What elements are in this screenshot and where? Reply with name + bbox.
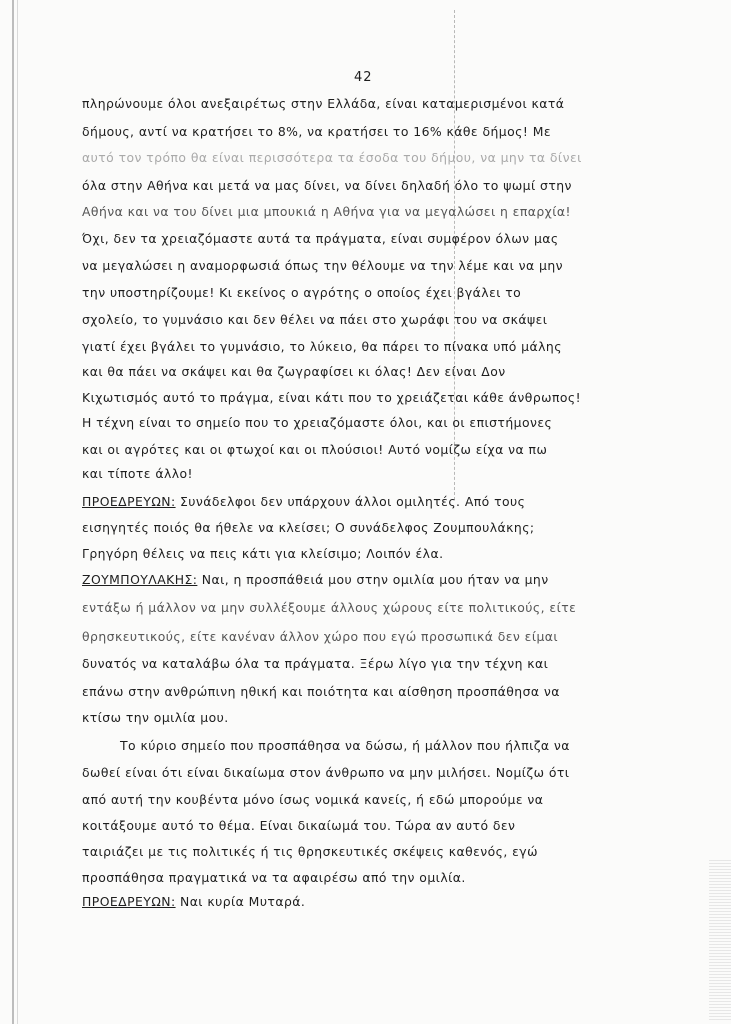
text-line: γιατί έχει βγάλει το γυμνάσιο, το λύκειο, θα πάρει το πίνακα υπό μάλης xyxy=(82,339,562,354)
text-line: εντάξω ή μάλλον να μην συλλέξουμε άλλους χώρους είτε πολιτικούς, είτε xyxy=(82,600,577,615)
text-line: δωθεί είναι ότι είναι δικαίωμα στον άνθρωπο να μην μιλήσει. Νομίζω ότι xyxy=(82,765,570,780)
text-line: εισηγητές ποιός θα ήθελε να κλείσει; Ο συνάδελφος Ζουμπουλάκης; xyxy=(82,520,535,535)
text-line: από αυτή την κουβέντα μόνο ίσως νομικά κανείς, ή εδώ μπορούμε να xyxy=(82,792,544,807)
text-line: και οι αγρότες και οι φτωχοί και οι πλούσιοι! Αυτό νομίζω είχα να πω xyxy=(82,442,548,457)
scan-edge xyxy=(12,0,14,1024)
speaker-label: ΖΟΥΜΠΟΥΛΑΚΗΣ: xyxy=(82,572,198,587)
text-line: θρησκευτικούς, είτε κανέναν άλλον χώρο που εγώ προσωπικά δεν είμαι xyxy=(82,629,559,644)
text-line: πληρώνουμε όλοι ανεξαιρέτως στην Ελλάδα, είναι καταμερισμένοι κατά xyxy=(82,96,565,111)
text-line: δήμους, αντί να κρατήσει το 8%, να κρατήσει το 16% κάθε δήμος! Με xyxy=(82,124,551,139)
text-line: και θα πάει να σκάψει και θα ζωγραφίσει κι όλας! Δεν είναι Δον xyxy=(82,364,506,379)
page-number: 42 xyxy=(354,70,373,85)
text-line: Αθήνα και να του δίνει μια μπουκιά η Αθήνα για να μεγαλώσει η επαρχία! xyxy=(82,204,571,219)
speaker-label: ΠΡΟΕΔΡΕΥΩΝ: xyxy=(82,894,176,909)
text-line: ταιριάζει με τις πολιτικές ή τις θρησκευτικές σκέψεις καθενός, εγώ xyxy=(82,844,538,859)
text-line: Όχι, δεν τα χρειαζόμαστε αυτά τα πράγματα, είναι συμφέρον όλων μας xyxy=(82,231,559,246)
text-line: και τίποτε άλλο! xyxy=(82,466,193,481)
speaker-text: Συνάδελφοι δεν υπάρχουν άλλοι ομιλητές. Από τους xyxy=(179,494,526,509)
scan-edge xyxy=(17,0,18,1024)
speaker-line xyxy=(82,894,305,909)
speaker-text: Ναι, η προσπάθειά μου στην ομιλία μου ήταν να μην xyxy=(201,572,549,587)
text-line: κοιτάξουμε αυτό το θέμα. Είναι δικαίωμά του. Τώρα αν αυτό δεν xyxy=(82,818,516,833)
text-line: να μεγαλώσει η αναμορφωσιά όπως την θέλουμε να την λέμε και να μην xyxy=(82,258,563,273)
text-line: όλα στην Αθήνα και μετά να μας δίνει, να δίνει δηλαδή όλο το ψωμί στην xyxy=(82,178,572,193)
text-line: Κιχωτισμός αυτό το πράγμα, είναι κάτι που το χρειάζεται κάθε άνθρωπος! xyxy=(82,390,582,405)
text-line: Η τέχνη είναι το σημείο που το χρειαζόμαστε όλοι, και οι επιστήμονες xyxy=(82,415,553,430)
text-line: σχολείο, το γυμνάσιο και δεν θέλει να πάει στο χωράφι του να σκάψει xyxy=(82,312,548,327)
speaker-line xyxy=(82,494,525,509)
text-line: Το κύριο σημείο που προσπάθησα να δώσω, ή μάλλον που ήλπιζα να xyxy=(120,738,570,753)
text-line: αυτό τον τρόπο θα είναι περισσότερα τα έσοδα του δήμου, να μην τα δίνει xyxy=(82,150,582,165)
speaker-label: ΠΡΟΕΔΡΕΥΩΝ: xyxy=(82,494,176,509)
text-line: την υποστηρίζουμε! Κι εκείνος ο αγρότης ο οποίος έχει βγάλει το xyxy=(82,285,522,300)
text-line: δυνατός να καταλάβω όλα τα πράγματα. Ξέρω λίγο για την τέχνη και xyxy=(82,656,549,671)
text-line: κτίσω την ομιλία μου. xyxy=(82,710,229,725)
text-line: επάνω στην ανθρώπινη ηθική και ποιότητα και αίσθηση προσπάθησα να xyxy=(82,684,560,699)
text-line: Γρηγόρη θέλεις να πεις κάτι για κλείσιμο; Λοιπόν έλα. xyxy=(82,546,444,561)
scan-noise xyxy=(709,860,731,1020)
text-line: προσπάθησα πραγματικά να τα αφαιρέσω από την ομιλία. xyxy=(82,870,466,885)
speaker-line xyxy=(82,572,549,587)
speaker-text: Ναι κυρία Μυταρά. xyxy=(179,894,306,909)
